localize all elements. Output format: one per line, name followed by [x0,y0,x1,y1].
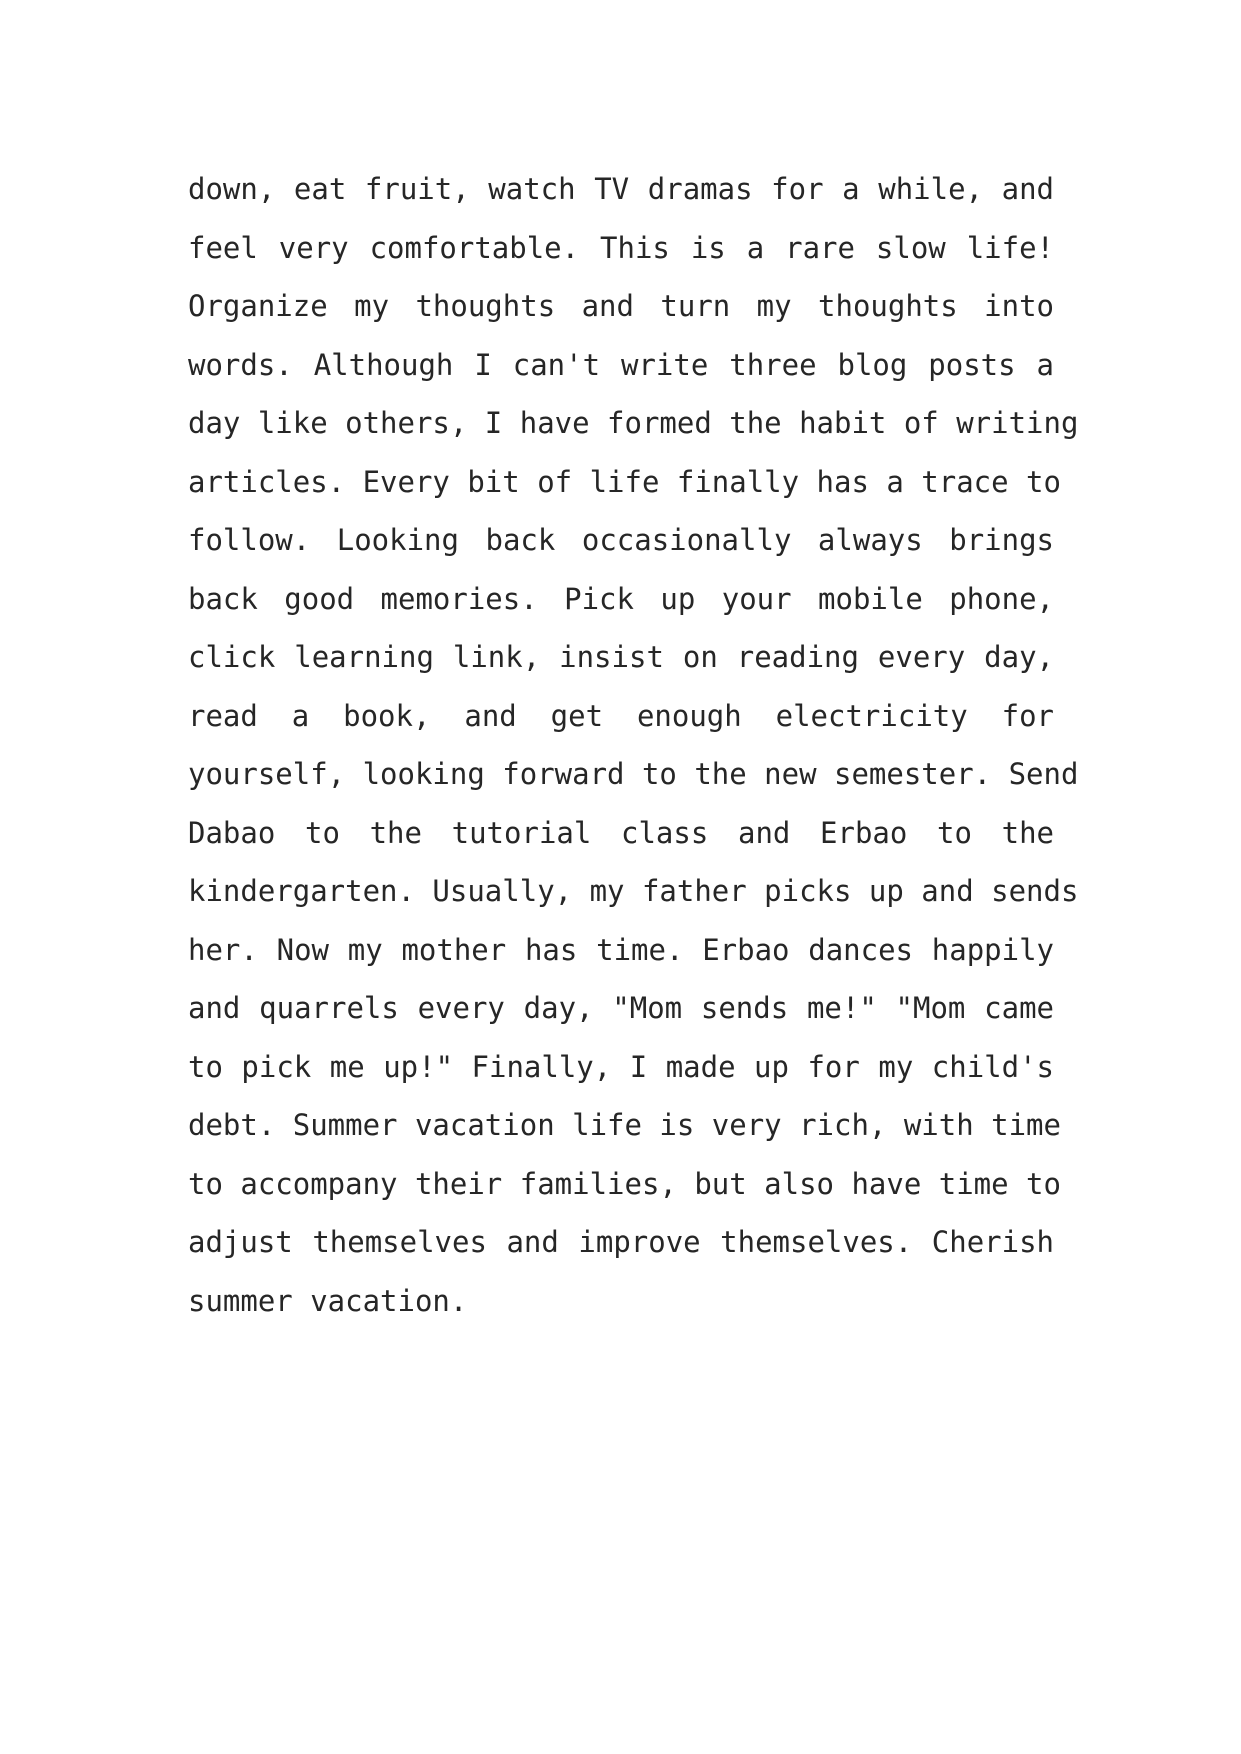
body-paragraph [188,160,1079,1330]
text-line: back good memories. Pick up your mobile phone, [188,581,1054,616]
text-line: down, eat fruit, watch TV dramas for a while, and [188,172,1054,206]
text-line: Dabao to the tutorial class and Erbao to the [188,815,1054,850]
text-line: Organize my thoughts and turn my thoughts into [188,289,1054,323]
text-line: read a book, and get enough electricity for [188,698,1054,733]
text-line: summer vacation. [188,1283,468,1318]
text-line: to pick me up!" Finally, I made up for my child's [188,1049,1054,1084]
text-line: click learning link, insist on reading every day, [188,640,1054,674]
text-line: day like others, I have formed the habit of writing [188,406,1079,440]
text-line: kindergarten. Usually, my father picks up and sends [188,874,1079,908]
text-line: to accompany their families, but also have time to [188,1166,1061,1201]
text-line: debt. Summer vacation life is very rich, with time [188,1108,1061,1142]
text-line: follow. Looking back occasionally always brings [188,523,1054,557]
text-line: her. Now my mother has time. Erbao dances happily [188,932,1054,967]
text-line: words. Although I can't write three blog posts a [188,347,1054,382]
text-line: and quarrels every day, "Mom sends me!" "Mom came [188,991,1054,1025]
text-line: articles. Every bit of life finally has a trace to [188,464,1061,499]
text-line: adjust themselves and improve themselves. Cherish [188,1225,1054,1259]
text-line: yourself, looking forward to the new semester. Send [188,757,1079,791]
text-line: feel very comfortable. This is a rare slow life! [188,230,1054,265]
